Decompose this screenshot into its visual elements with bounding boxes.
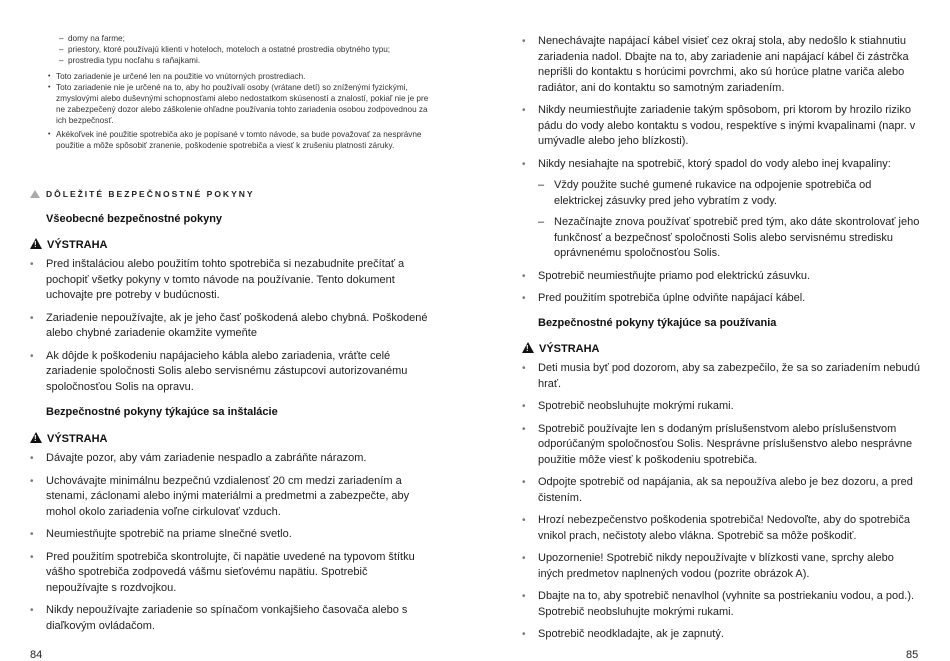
intro-dash-item: – prostredia typu nocľahu s raňajkami. <box>59 56 201 66</box>
list-item: • Nikdy nesiahajte na spotrebič, ktorý spadol do vody alebo inej kvapaliny: – Vždy použite suché gumené rukavice na odpojenie spotrebiča od elektrickej zásuvky pred jeho vybratím z vody. – Nezačínajte znova používať spotrebič pred tým, ako dáte skontrolovať jeho funkčnosť a bezpečnosť spoločnosti Solis alebo servisnému stredisku oprávnenému spoločnosťou Solis. <box>522 157 922 262</box>
list-item: • Hrozí nebezpečenstvo poškodenia spotrebiča! Nedovoľte, aby do spotrebiča vnikol prach, nečistoty alebo vlákna. Spotrebič sa môže poškodiť. <box>522 514 910 542</box>
cable-safety-list <box>522 34 922 314</box>
general-safety-list <box>30 257 430 402</box>
section-heading: DÔLEŽITÉ BEZPEČNOSTNÉ POKYNY <box>30 189 430 199</box>
list-item: • Pred použitím spotrebiča skontrolujte, či napätie uvedené na typovom štítku vášho spotrebiča zodpovedá vášmu sieťovému napätiu. Spotrebič nepoužívajte s rozdvojkou. <box>30 550 415 594</box>
list-item: • Ak dôjde k poškodeniu napájacieho kábla alebo zariadenia, vráťte celé zariadenie spoločnosti Solis alebo servisnému zástupcovi autorizovanému spoločnosťou Solis na opravu. <box>30 349 408 393</box>
intro-dot-item: • Toto zariadenie je určené len na použitie vo vnútorných prostrediach. <box>48 71 306 81</box>
page-number-left: 84 <box>30 649 43 661</box>
list-item: • Dávajte pozor, aby vám zariadenie nespadlo a zabráňte nárazom. <box>30 452 367 464</box>
list-item: • Spotrebič neumiestňujte priamo pod elektrickú zásuvku. <box>522 269 811 282</box>
intro-dot-item: • Toto zariadenie nie je určené na to, aby ho používali osoby (vrátane detí) so zníženými fyzickými, zmyslovými alebo duševnými schopnosťami alebo nedostatkom skúseností a znalostí, pokiaľ nie je pre ne zabezpečený dozor alebo záškolenie ohľadne používania tohto zariadenia osobou zodpovednou za ich bezpečnosť. <box>48 82 429 126</box>
list-item: • Zariadenie nepoužívajte, ak je jeho časť poškodená alebo chybná. Poškodené alebo chybné zariadenie okamžite vymeňte <box>30 311 428 339</box>
warning-icon <box>30 432 42 443</box>
list-item: • Nenechávajte napájací kábel visieť cez okraj stola, aby nedošlo k stiahnutiu zariadenia nadol. Dbajte na to, aby zariadenie ani napájací kábel či zástrčka neprišli do kontaktu s horúcimi povrchmi, ako sú horúce platne variča alebo radiátor, ani do kontaktu so samotným zariadením. <box>522 35 909 94</box>
list-item: • Deti musia byť pod dozorom, aby sa zabezpečilo, že sa so zariadením nebudú hrať. <box>522 362 921 390</box>
sub-list <box>538 178 922 262</box>
sub-list-item: – Nezačínajte znova používať spotrebič pred tým, ako dáte skontrolovať jeho funkčnosť a bezpečnosť spoločnosti Solis alebo servisnému stredisku oprávnenému spoločnosťou Solis. <box>538 216 920 259</box>
warning-icon <box>30 238 42 249</box>
warning-label: !VÝSTRAHA <box>30 238 108 251</box>
intro-dash-item: – domy na farme; <box>59 34 125 43</box>
general-safety-title: Všeobecné bezpečnostné pokyny <box>46 213 223 225</box>
intro-dash-item: – priestory, ktoré používajú klienti v hoteloch, moteloch a ostatné prostredia obytného typu; <box>59 45 391 55</box>
list-item: • Spotrebič neodkladajte, ak je zapnutý. <box>522 628 724 640</box>
list-item: • Dbajte na to, aby spotrebič nenavlhol (vyhnite sa postriekaniu vodou, a pod.). Spotrebič neobsluhujte mokrými rukami. <box>522 590 915 618</box>
list-item: • Pred použitím spotrebiča úplne odviňte napájací kábel. <box>522 292 806 304</box>
intro-dot-item: • Akékoľvek iné použitie spotrebiča ako je popísané v tomto návode, sa bude považovať za nesprávne použitie a môže spôsobiť zranenie, poškodenie spotrebiča a viesť k zrušeniu platnosti záruky. <box>48 129 422 150</box>
intro-list <box>30 33 430 151</box>
triangle-icon <box>30 190 40 198</box>
list-item: • Pred inštaláciou alebo použitím tohto spotrebiča si nezabudnite prečítať a pochopiť všetky pokyny v tomto návode na používanie. Tento dokument uchovajte pre potreby v budúcnosti. <box>30 258 405 301</box>
list-item: • Uchovávajte minimálnu bezpečnú vzdialenosť 20 cm medzi zariadením a stenami, záclonami alebo inými materiálmi a predmetmi a zabezpečte, aby mohol okolo zariadenia voľne cirkulovať vzduch. <box>30 474 410 518</box>
usage-safety-list <box>522 361 922 650</box>
list-item: • Neumiestňujte spotrebič na priame slnečné svetlo. <box>30 528 292 540</box>
page-number-right: 85 <box>906 649 919 661</box>
list-item: • Odpojte spotrebič od napájania, ak sa nepoužíva alebo je bez dozoru, a pred čistením. <box>522 476 913 504</box>
list-item: • Nikdy nepoužívajte zariadenie so spínačom vonkajšieho časovača alebo s diaľkovým ovládačom. <box>30 604 408 632</box>
list-item: • Nikdy neumiestňujte zariadenie takým spôsobom, pri ktorom by hrozilo riziko pádu do vody alebo kontaktu s vodou, respektíve s inými kvapalinami (napr. v umývadle alebo jeho blízkosti). <box>522 104 916 147</box>
list-item: • Spotrebič neobsluhujte mokrými rukami. <box>522 400 734 412</box>
usage-safety-title: Bezpečnostné pokyny týkajúce sa používania <box>538 317 777 329</box>
list-item: • Spotrebič používajte len s dodaným príslušenstvom alebo príslušenstvom odporúčaným spoločnosťou Solis. Nesprávne príslušenstvo alebo nesprávne použitie môže viesť k poškodeniu spotrebiča. <box>522 422 913 466</box>
warning-label: !VÝSTRAHA <box>522 342 600 355</box>
sub-list-item: – Vždy použite suché gumené rukavice na odpojenie spotrebiča od elektrickej zásuvky pred jeho vybratím z vody. <box>538 179 872 207</box>
list-item: • Upozornenie! Spotrebič nikdy nepoužívajte v blízkosti vane, sprchy alebo iných predmetov naplnených vodou (pozrite obrázok A). <box>522 552 894 580</box>
installation-safety-list <box>30 451 430 641</box>
warning-label: !VÝSTRAHA <box>30 432 108 445</box>
warning-icon <box>522 342 534 353</box>
installation-safety-title: Bezpečnostné pokyny týkajúce sa inštalácie <box>46 406 278 418</box>
